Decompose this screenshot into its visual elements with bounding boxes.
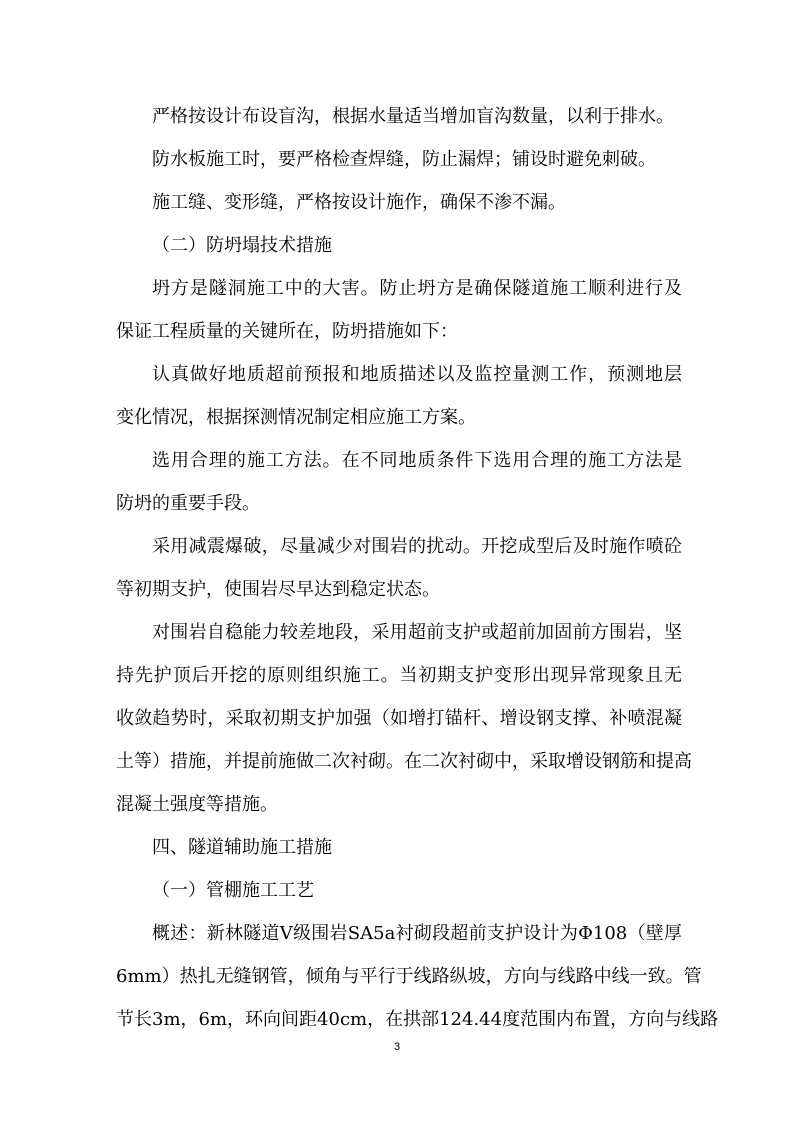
page-number: 3 [393,1041,401,1053]
paragraph-line: 节长3m，6m，环向间距40cm，在拱部124.44度范围内布置，方向与线路 [116,1009,719,1030]
paragraph-line: 持先护顶后开挖的原则组织施工。当初期支护变形出现异常现象且无 [116,665,682,686]
paragraph-line: 采用减震爆破，尽量减少对围岩的扰动。开挖成型后及时施作喷砼 [152,536,682,557]
paragraph-line: 防坍的重要手段。 [116,493,260,514]
paragraph-line: 对围岩自稳能力较差地段，采用超前支护或超前加固前方围岩，坚 [152,622,682,643]
paragraph-line: 6mm）热扎无缝钢管，倾角与平行于线路纵坡，方向与线路中线一致。管 [116,966,702,987]
paragraph-line: 等初期支护，使围岩尽早达到稳定状态。 [116,579,440,600]
paragraph-line: 混凝土强度等措施。 [116,794,278,815]
paragraph-line: 收敛趋势时，采取初期支护加强（如增打锚杆、增设钢支撑、补喷混凝 [116,708,682,729]
paragraph-line: 土等）措施，并提前施做二次衬砌。在二次衬砌中，采取增设钢筋和提高 [116,751,692,772]
paragraph-line: 坍方是隧洞施工中的大害。防止坍方是确保隧道施工顺利进行及 [152,278,682,299]
paragraph-line: 施工缝、变形缝，严格按设计施作，确保不渗不漏。 [152,192,566,213]
section-heading: 四、隧道辅助施工措施 [152,837,332,858]
paragraph-line: 变化情况，根据探测情况制定相应施工方案。 [116,407,476,428]
section-heading: （二）防坍塌技术措施 [152,235,332,256]
paragraph-line: 保证工程质量的关键所在，防坍措施如下： [116,321,458,342]
subsection-heading: （一）管棚施工工艺 [152,880,314,901]
paragraph-line: 选用合理的施工方法。在不同地质条件下选用合理的施工方法是 [152,450,682,471]
paragraph-line: 认真做好地质超前预报和地质描述以及监控量测工作，预测地层 [152,364,682,385]
paragraph-line: 防水板施工时，要严格检查焊缝，防止漏焊；铺设时避免刺破。 [152,149,656,170]
paragraph-line: 严格按设计布设盲沟，根据水量适当增加盲沟数量，以利于排水。 [152,106,674,127]
paragraph-line: 概述：新林隧道Ⅴ级围岩SA5a衬砌段超前支护设计为Φ108（壁厚 [152,923,682,944]
